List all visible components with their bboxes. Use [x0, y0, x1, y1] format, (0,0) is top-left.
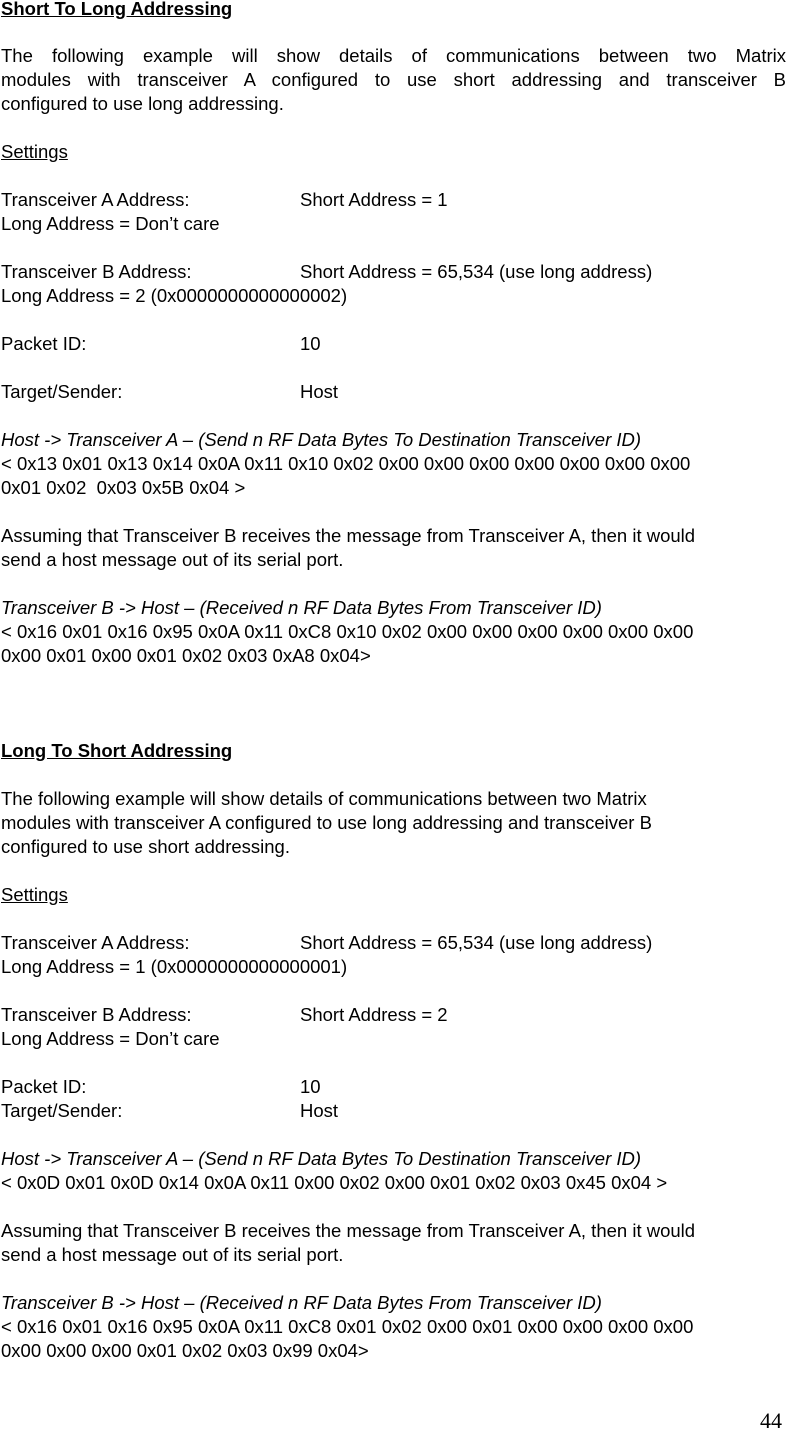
target-sender-value: Host [300, 381, 339, 402]
target-sender-label: Target/Sender: [1, 381, 123, 402]
transceiver-b-value: Short Address = 65,534 (use long address) [300, 261, 653, 282]
transceiver-a-value: Short Address = 1 [300, 189, 448, 210]
page-number: 44 [760, 1408, 782, 1433]
intro-line-2: modules with transceiver A configured to use long addressing and transceiver B [1, 812, 652, 833]
transceiver-b-long: Long Address = 2 (0x0000000000000002) [1, 285, 348, 306]
received-bytes-line-1: < 0x16 0x01 0x16 0x95 0x0A 0x11 0xC8 0x10 0x02 0x00 0x00 0x00 0x00 0x00 0x00 [1, 621, 694, 642]
host-bytes-line-2: 0x01 0x02 0x03 0x5B 0x04 > [1, 477, 246, 498]
intro-line-3: configured to use short addressing. [1, 836, 290, 857]
host-message-heading: Host -> Transceiver A – (Send n RF Data Bytes To Destination Transceiver ID) [1, 1148, 642, 1169]
transceiver-a-long: Long Address = Don’t care [1, 213, 220, 234]
intro-line-1: The following example will show details of communications between two Matrix [1, 788, 647, 809]
packet-id-value: 10 [300, 1076, 321, 1097]
packet-id-label: Packet ID: [1, 333, 87, 354]
transceiver-a-label: Transceiver A Address: [1, 189, 190, 210]
transceiver-b-value: Short Address = 2 [300, 1004, 448, 1025]
transceiver-b-long: Long Address = Don’t care [1, 1028, 220, 1049]
host-bytes-line-1: < 0x13 0x01 0x13 0x14 0x0A 0x11 0x10 0x02 0x00 0x00 0x00 0x00 0x00 0x00 0x00 [1, 453, 691, 474]
assume-line-2: send a host message out of its serial port. [1, 549, 344, 570]
settings-label: Settings [1, 884, 68, 905]
transceiver-a-long: Long Address = 1 (0x0000000000000001) [1, 956, 348, 977]
received-bytes-line-1: < 0x16 0x01 0x16 0x95 0x0A 0x11 0xC8 0x01 0x02 0x00 0x01 0x00 0x00 0x00 0x00 [1, 1316, 694, 1337]
settings-label: Settings [1, 141, 68, 162]
host-bytes-line-1: < 0x0D 0x01 0x0D 0x14 0x0A 0x11 0x00 0x02 0x00 0x01 0x02 0x03 0x45 0x04 > [1, 1172, 668, 1193]
received-message-heading: Transceiver B -> Host – (Received n RF Data Bytes From Transceiver ID) [1, 1292, 602, 1313]
intro-line-2: modules with transceiver A configured to use short addressing and transceiver B [1, 69, 786, 90]
transceiver-a-label: Transceiver A Address: [1, 932, 190, 953]
section-heading-long-to-short: Long To Short Addressing [1, 740, 233, 761]
packet-id-label: Packet ID: [1, 1076, 87, 1097]
assume-line-2: send a host message out of its serial port. [1, 1244, 344, 1265]
transceiver-a-value: Short Address = 65,534 (use long address) [300, 932, 653, 953]
transceiver-b-label: Transceiver B Address: [1, 1004, 192, 1025]
received-bytes-line-2: 0x00 0x01 0x00 0x01 0x02 0x03 0xA8 0x04> [1, 645, 371, 666]
assume-line-1: Assuming that Transceiver B receives the message from Transceiver A, then it would [1, 525, 696, 546]
transceiver-b-label: Transceiver B Address: [1, 261, 192, 282]
assume-line-1: Assuming that Transceiver B receives the message from Transceiver A, then it would [1, 1220, 696, 1241]
target-sender-value: Host [300, 1100, 339, 1121]
intro-line-1: The following example will show details of communications between two Matrix [1, 45, 786, 66]
section-heading-short-to-long: Short To Long Addressing [1, 0, 233, 19]
received-bytes-line-2: 0x00 0x00 0x00 0x01 0x02 0x03 0x99 0x04> [1, 1340, 369, 1361]
target-sender-label: Target/Sender: [1, 1100, 123, 1121]
packet-id-value: 10 [300, 333, 321, 354]
intro-line-3: configured to use long addressing. [1, 93, 284, 114]
host-message-heading: Host -> Transceiver A – (Send n RF Data Bytes To Destination Transceiver ID) [1, 429, 642, 450]
received-message-heading: Transceiver B -> Host – (Received n RF Data Bytes From Transceiver ID) [1, 597, 602, 618]
